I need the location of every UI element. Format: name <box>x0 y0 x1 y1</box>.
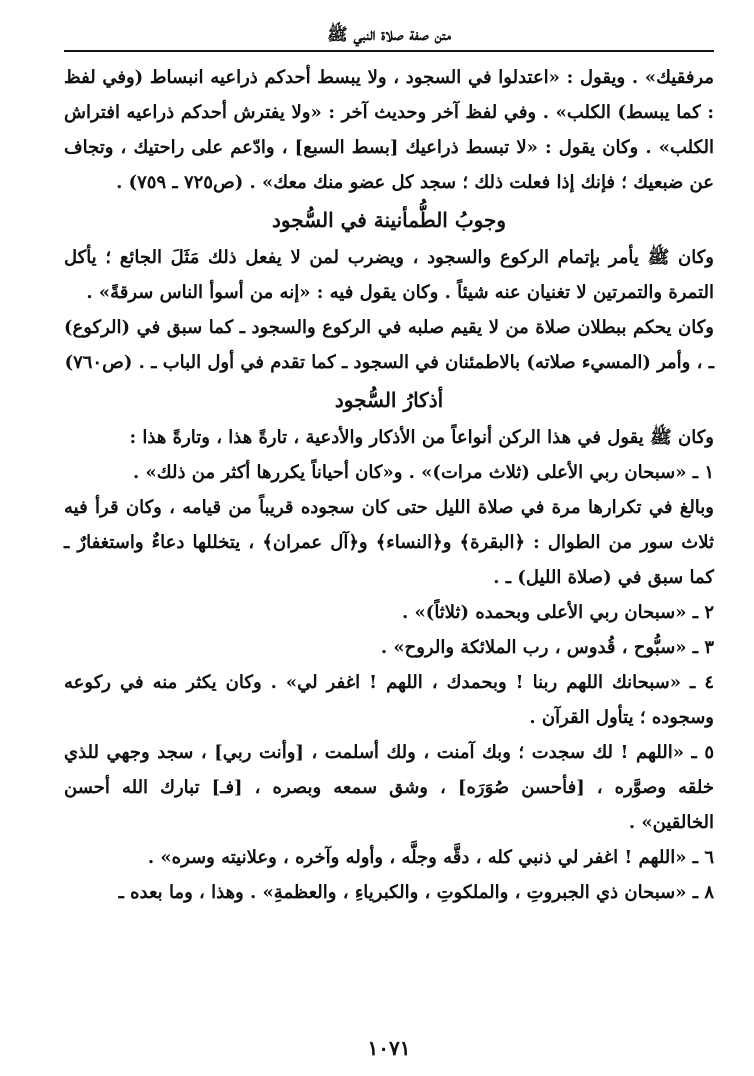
page-number: ١٠٧١ <box>367 1036 411 1060</box>
paragraph: وكان ﷺ يقول في هذا الركن أنواعاً من الأذكار والأدعية ، تارةً هذا ، وتارةً هذا : <box>129 427 714 448</box>
document-page <box>64 22 714 1062</box>
list-item: ٨ ـ «سبحان ذي الجبروتِ ، والملكوتِ ، والكبرياءِ ، والعظمةِ» . وهذا ، وما بعده ـ <box>118 882 714 903</box>
list-item: ٦ ـ «اللهم ! اغفر لي ذنبي كله ، دقَّه وجلَّه ، وأوله وآخره ، وعلانيته وسره» . <box>147 847 714 868</box>
section-heading: وجوبُ الطُّمأنينة في السُّجود <box>271 208 506 232</box>
paragraph: مرفقيك» . ويقول : «اعتدلوا في السجود ، ولا يبسط أحدكم ذراعيه انبساط (وفي لفظ : كما يبسط) الكلب» . وفي لفظ آخر وحديث آخر : «ولا يفترش أحدكم ذراعيه افتراش الكلب» . وكان يقول : «لا تبسط ذراعيك [بسط السبع] ، وادّعم على راحتيك ، وتجاف عن ضبعيك ؛ فإنك إذا فعلت ذلك ؛ سجد كل عضو منك معك» . (ص٧٢٥ ـ ٧٥٩) . <box>64 67 714 193</box>
list-item: ٣ ـ «سبُّوح ، قُدوس ، رب الملائكة والروح» . <box>380 637 714 658</box>
paragraph: وبالغ في تكرارها مرة في صلاة الليل حتى كان سجوده قريباً من قيامه ، وكان قرأ فيه ثلاث سور من الطوال : ﴿البقرة﴾ و﴿النساء﴾ و﴿آل عمران﴾ ، يتخللها دعاءٌ واستغفارٌ ـ كما سبق في (صلاة الليل) ـ . <box>64 497 715 588</box>
list-item: ١ ـ «سبحان ربي الأعلى (ثلاث مرات)» . و«كان أحياناً يكررها أكثر من ذلك» . <box>133 462 714 483</box>
list-item: ٢ ـ «سبحان ربي الأعلى وبحمده (ثلاثاً)» . <box>402 602 714 623</box>
running-header: متن صفة صلاة النبي ﷺ <box>327 25 451 45</box>
header-rule <box>64 50 714 52</box>
paragraph: وكان ﷺ يأمر بإتمام الركوع والسجود ، ويضرب لمن لا يفعل ذلك مَثَلَ الجائع ؛ يأكل التمرة والتمرتين لا تغنيان عنه شيئاً . وكان يقول فيه : «إنه من أسوأ الناس سرقةً» . <box>64 247 714 303</box>
list-item: ٤ ـ «سبحانك اللهم ربنا ! وبحمدك ، اللهم ! اغفر لي» . وكان يكثر منه في ركوعه وسجوده ؛ يتأول القرآن . <box>64 672 714 728</box>
paragraph: وكان يحكم ببطلان صلاة من لا يقيم صلبه في الركوع والسجود ـ كما سبق في (الركوع) ـ ، وأمر (المسيء صلاته) بالاطمئنان في السجود ـ كما تقدم في أول الباب ـ . (ص٧٦٠) <box>64 317 714 373</box>
list-item: ٥ ـ «اللهم ! لك سجدت ؛ وبك آمنت ، ولك أسلمت ، [وأنت ربي] ، سجد وجهي للذي خلقه وصوَّره ، [فأحسن صُوَرَه] ، وشق سمعه وبصره ، [فـ] تبارك الله أحسن الخالقين» . <box>64 742 714 833</box>
section-heading: أذكارُ السُّجود <box>334 388 444 412</box>
body-text <box>64 60 714 910</box>
